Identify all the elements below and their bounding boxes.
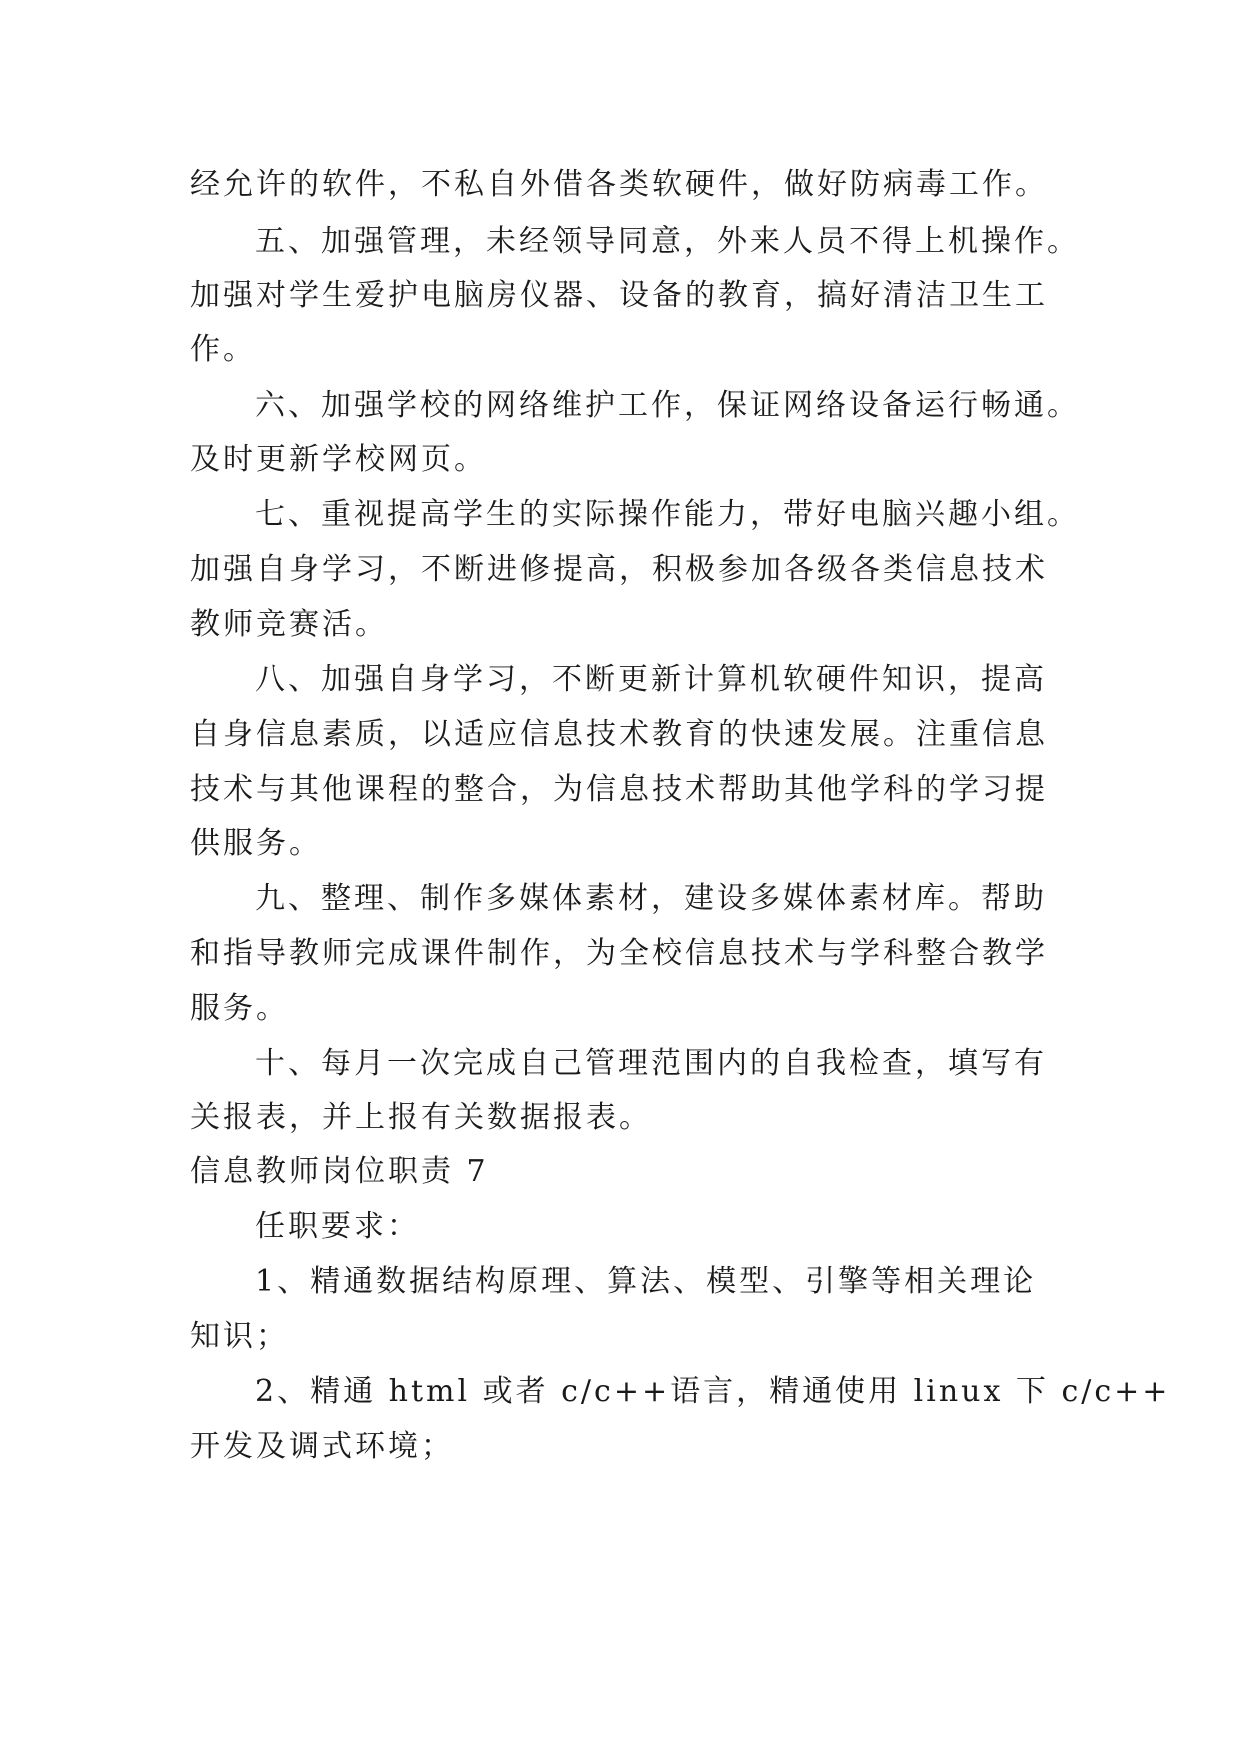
section-heading: 信息教师岗位职责 7 [190,1154,489,1189]
text-line: 加强自身学习，不断进修提高，积极参加各级各类信息技术 [190,552,1048,587]
text-line: 加强对学生爱护电脑房仪器、设备的教育，搞好清洁卫生工 [190,278,1048,313]
paragraph-6-line: 六、加强学校的网络维护工作，保证网络设备运行畅通。 [255,388,1080,423]
requirement-2-line: 2、精通 html 或者 c/c++语言，精通使用 linux 下 c/c++ [255,1374,1171,1409]
text-line: 服务。 [190,991,289,1026]
text-line: 关报表，并上报有关数据报表。 [190,1100,652,1135]
paragraph-8-line: 八、加强自身学习，不断更新计算机软硬件知识，提高 [255,662,1047,697]
requirement-1-line: 1、精通数据结构原理、算法、模型、引擎等相关理论 [255,1264,1037,1299]
text-line: 作。 [190,332,256,367]
text-line: 和指导教师完成课件制作，为全校信息技术与学科整合教学 [190,936,1048,971]
paragraph-7-line: 七、重视提高学生的实际操作能力，带好电脑兴趣小组。 [255,497,1080,532]
text-line: 知识； [190,1319,289,1354]
paragraph-10-line: 十、每月一次完成自己管理范围内的自我检查，填写有 [255,1046,1047,1081]
text-line: 开发及调式环境； [190,1429,454,1464]
requirements-label: 任职要求： [255,1209,420,1244]
text-line: 及时更新学校网页。 [190,442,487,477]
paragraph-5-line: 五、加强管理，未经领导同意，外来人员不得上机操作。 [255,224,1080,259]
text-line: 技术与其他课程的整合，为信息技术帮助其他学科的学习提 [190,772,1048,807]
text-line: 自身信息素质，以适应信息技术教育的快速发展。注重信息 [190,717,1048,752]
text-line: 教师竞赛活。 [190,607,388,642]
paragraph-9-line: 九、整理、制作多媒体素材，建设多媒体素材库。帮助 [255,881,1047,916]
text-line: 经允许的软件，不私自外借各类软硬件，做好防病毒工作。 [190,167,1048,202]
text-line: 供服务。 [190,826,322,861]
